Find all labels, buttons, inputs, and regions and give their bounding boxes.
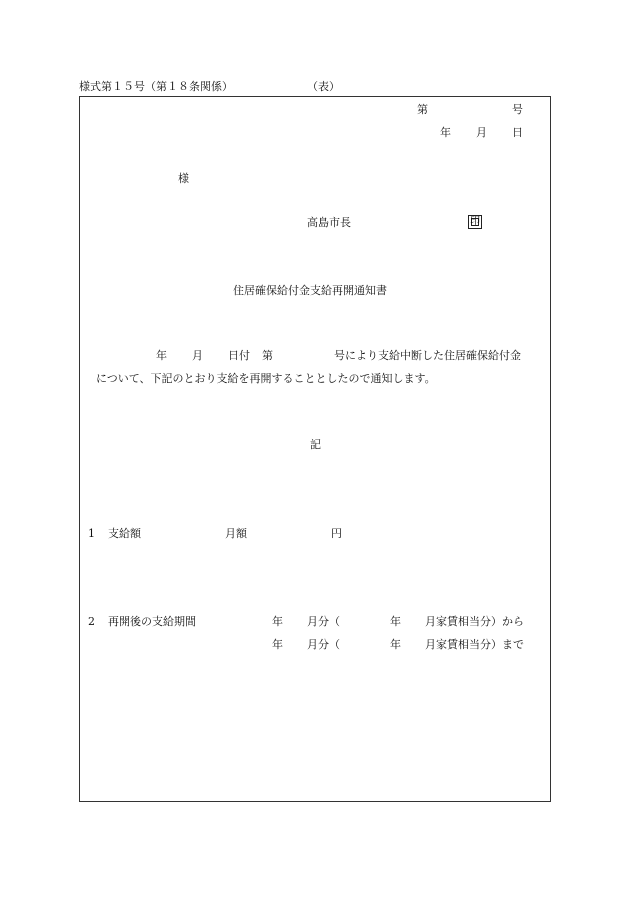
body-line1-rest: 号により支給中断した住居確保給付金 [334, 349, 521, 362]
seal-character: 印 [470, 216, 480, 227]
date-month-label: 月 [476, 126, 487, 139]
item1-number: 1 [88, 527, 95, 540]
period-from-rent-year: 年 [390, 615, 401, 628]
item1-label: 支給額 [108, 527, 141, 540]
body-year: 年 [156, 349, 167, 362]
body-number-prefix: 第 [262, 349, 273, 362]
period-to-year: 年 [272, 638, 283, 651]
body-day-dated: 日付 [228, 349, 250, 362]
seal-mark [468, 215, 482, 229]
period-from-month: 月分（ [307, 615, 340, 628]
issuer-name: 高島市長 [307, 216, 351, 229]
date-day-label: 日 [512, 126, 523, 139]
body-line2: について、下記のとおり支給を再開することとしたので通知します。 [96, 372, 436, 385]
form-number-label: 様式第１５号（第１８条関係） [79, 80, 233, 93]
date-year-label: 年 [440, 126, 451, 139]
item1-yen-label: 円 [331, 527, 342, 540]
addressee-honorific: 様 [178, 172, 189, 185]
doc-number-suffix: 号 [512, 103, 523, 116]
document-title: 住居確保給付金支給再開通知書 [233, 284, 387, 297]
ki-heading: 記 [310, 438, 321, 451]
doc-number-prefix: 第 [417, 103, 428, 116]
period-to-month: 月分（ [307, 638, 340, 651]
body-month: 月 [192, 349, 203, 362]
period-from-rent-month: 月家賃相当分）から [425, 615, 524, 628]
front-side-label: （表） [307, 80, 340, 93]
item2-label: 再開後の支給期間 [108, 615, 196, 628]
item2-number: 2 [88, 615, 95, 628]
item1-monthly-label: 月額 [225, 527, 247, 540]
period-from-year: 年 [272, 615, 283, 628]
period-to-rent-month: 月家賃相当分）まで [425, 638, 524, 651]
period-to-rent-year: 年 [390, 638, 401, 651]
